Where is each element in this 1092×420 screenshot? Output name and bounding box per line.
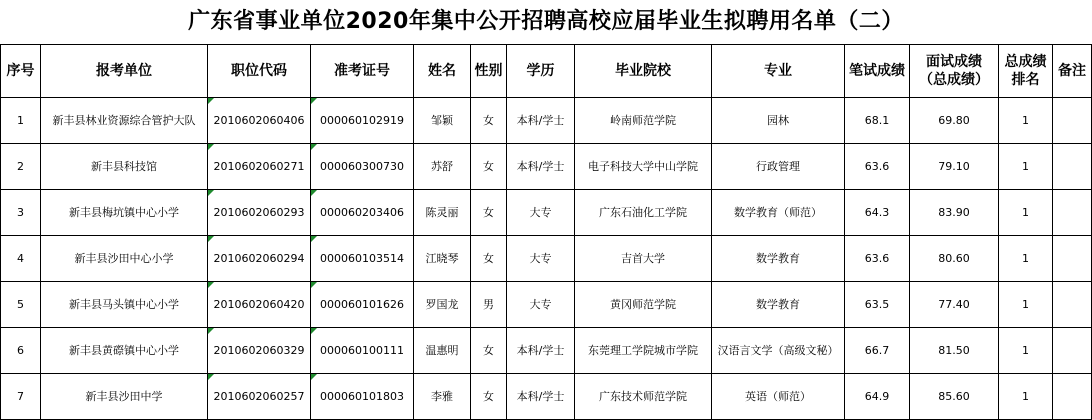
cell-name: 李雅 <box>414 374 471 420</box>
header-row <box>1 45 1092 98</box>
cell-interview: 85.60 <box>910 374 999 420</box>
cell-written: 66.7 <box>845 328 910 374</box>
cell-name: 江晓琴 <box>414 236 471 282</box>
cell-name: 温惠明 <box>414 328 471 374</box>
table-row <box>1 282 1092 328</box>
cell-index: 7 <box>1 374 41 420</box>
rank-header-line2: 排名 <box>1011 72 1040 88</box>
cell-education: 大专 <box>507 236 575 282</box>
col-gender-header: 性别 <box>471 45 507 98</box>
cell-remark <box>1053 282 1092 328</box>
col-rank-header <box>999 45 1053 98</box>
cell-index: 1 <box>1 98 41 144</box>
col-unit-header: 报考单位 <box>41 45 208 98</box>
cell-gender: 女 <box>471 328 507 374</box>
hiring-table <box>0 44 1092 420</box>
table-row <box>1 328 1092 374</box>
table-row <box>1 236 1092 282</box>
table-row <box>1 374 1092 420</box>
cell-education: 本科/学士 <box>507 144 575 190</box>
cell-gender: 女 <box>471 236 507 282</box>
cell-name: 罗国龙 <box>414 282 471 328</box>
cell-position-code: 2010602060271 <box>208 144 311 190</box>
cell-major: 汉语言文学（高级文秘） <box>712 328 845 374</box>
cell-major: 数学教育 <box>712 236 845 282</box>
cell-index: 4 <box>1 236 41 282</box>
cell-exam-no: 000060300730 <box>311 144 414 190</box>
cell-name: 陈灵丽 <box>414 190 471 236</box>
cell-position-code: 2010602060293 <box>208 190 311 236</box>
cell-rank: 1 <box>999 374 1053 420</box>
cell-gender: 女 <box>471 190 507 236</box>
col-school-header: 毕业院校 <box>575 45 712 98</box>
rank-header-line1: 总成绩 <box>1004 54 1047 70</box>
cell-interview: 83.90 <box>910 190 999 236</box>
cell-position-code: 2010602060329 <box>208 328 311 374</box>
interview-header-line2: （总成绩） <box>919 72 989 88</box>
page-title: 广东省事业单位2020年集中公开招聘高校应届毕业生拟聘用名单（二） <box>188 9 904 34</box>
cell-exam-no: 000060101803 <box>311 374 414 420</box>
cell-school: 广东技术师范学院 <box>575 374 712 420</box>
cell-unit: 新丰县林业资源综合管护大队 <box>41 98 208 144</box>
cell-major: 行政管理 <box>712 144 845 190</box>
cell-interview: 81.50 <box>910 328 999 374</box>
cell-gender: 女 <box>471 374 507 420</box>
cell-unit: 新丰县马头镇中心小学 <box>41 282 208 328</box>
cell-school: 吉首大学 <box>575 236 712 282</box>
cell-rank: 1 <box>999 190 1053 236</box>
cell-interview: 80.60 <box>910 236 999 282</box>
cell-remark <box>1053 98 1092 144</box>
cell-position-code: 2010602060420 <box>208 282 311 328</box>
cell-written: 63.5 <box>845 282 910 328</box>
cell-interview: 77.40 <box>910 282 999 328</box>
cell-education: 本科/学士 <box>507 328 575 374</box>
cell-rank: 1 <box>999 144 1053 190</box>
cell-position-code: 2010602060294 <box>208 236 311 282</box>
cell-school: 广东石油化工学院 <box>575 190 712 236</box>
col-exam-no-header: 准考证号 <box>311 45 414 98</box>
cell-interview: 79.10 <box>910 144 999 190</box>
col-remark-header: 备注 <box>1053 45 1092 98</box>
cell-exam-no: 000060102919 <box>311 98 414 144</box>
cell-interview: 69.80 <box>910 98 999 144</box>
cell-index: 2 <box>1 144 41 190</box>
cell-education: 本科/学士 <box>507 98 575 144</box>
cell-index: 6 <box>1 328 41 374</box>
cell-gender: 女 <box>471 144 507 190</box>
cell-rank: 1 <box>999 236 1053 282</box>
cell-school: 东莞理工学院城市学院 <box>575 328 712 374</box>
cell-remark <box>1053 190 1092 236</box>
cell-remark <box>1053 328 1092 374</box>
cell-index: 5 <box>1 282 41 328</box>
cell-rank: 1 <box>999 282 1053 328</box>
table-row <box>1 98 1092 144</box>
cell-rank: 1 <box>999 98 1053 144</box>
cell-name: 邹颖 <box>414 98 471 144</box>
cell-written: 68.1 <box>845 98 910 144</box>
cell-unit: 新丰县梅坑镇中心小学 <box>41 190 208 236</box>
cell-position-code: 2010602060406 <box>208 98 311 144</box>
col-index-header: 序号 <box>1 45 41 98</box>
cell-gender: 女 <box>471 98 507 144</box>
cell-major: 数学教育（师范） <box>712 190 845 236</box>
col-written-header: 笔试成绩 <box>845 45 910 98</box>
cell-exam-no: 000060101626 <box>311 282 414 328</box>
cell-school: 岭南师范学院 <box>575 98 712 144</box>
cell-remark <box>1053 236 1092 282</box>
col-major-header: 专业 <box>712 45 845 98</box>
cell-position-code: 2010602060257 <box>208 374 311 420</box>
cell-unit: 新丰县沙田中心小学 <box>41 236 208 282</box>
cell-unit: 新丰县科技馆 <box>41 144 208 190</box>
col-name-header: 姓名 <box>414 45 471 98</box>
table-row <box>1 144 1092 190</box>
cell-education: 大专 <box>507 190 575 236</box>
col-position-code-header: 职位代码 <box>208 45 311 98</box>
cell-written: 63.6 <box>845 144 910 190</box>
cell-written: 63.6 <box>845 236 910 282</box>
cell-remark <box>1053 144 1092 190</box>
table-row <box>1 190 1092 236</box>
cell-exam-no: 000060100111 <box>311 328 414 374</box>
cell-written: 64.3 <box>845 190 910 236</box>
col-education-header: 学历 <box>507 45 575 98</box>
cell-name: 苏舒 <box>414 144 471 190</box>
cell-major: 数学教育 <box>712 282 845 328</box>
cell-unit: 新丰县黄磜镇中心小学 <box>41 328 208 374</box>
cell-major: 英语（师范） <box>712 374 845 420</box>
col-interview-header <box>910 45 999 98</box>
interview-header-line1: 面试成绩 <box>926 54 982 70</box>
cell-exam-no: 000060103514 <box>311 236 414 282</box>
cell-school: 黄冈师范学院 <box>575 282 712 328</box>
cell-gender: 男 <box>471 282 507 328</box>
cell-education: 本科/学士 <box>507 374 575 420</box>
cell-school: 电子科技大学中山学院 <box>575 144 712 190</box>
cell-exam-no: 000060203406 <box>311 190 414 236</box>
cell-unit: 新丰县沙田中学 <box>41 374 208 420</box>
cell-remark <box>1053 374 1092 420</box>
cell-index: 3 <box>1 190 41 236</box>
cell-written: 64.9 <box>845 374 910 420</box>
cell-major: 园林 <box>712 98 845 144</box>
cell-rank: 1 <box>999 328 1053 374</box>
cell-education: 大专 <box>507 282 575 328</box>
